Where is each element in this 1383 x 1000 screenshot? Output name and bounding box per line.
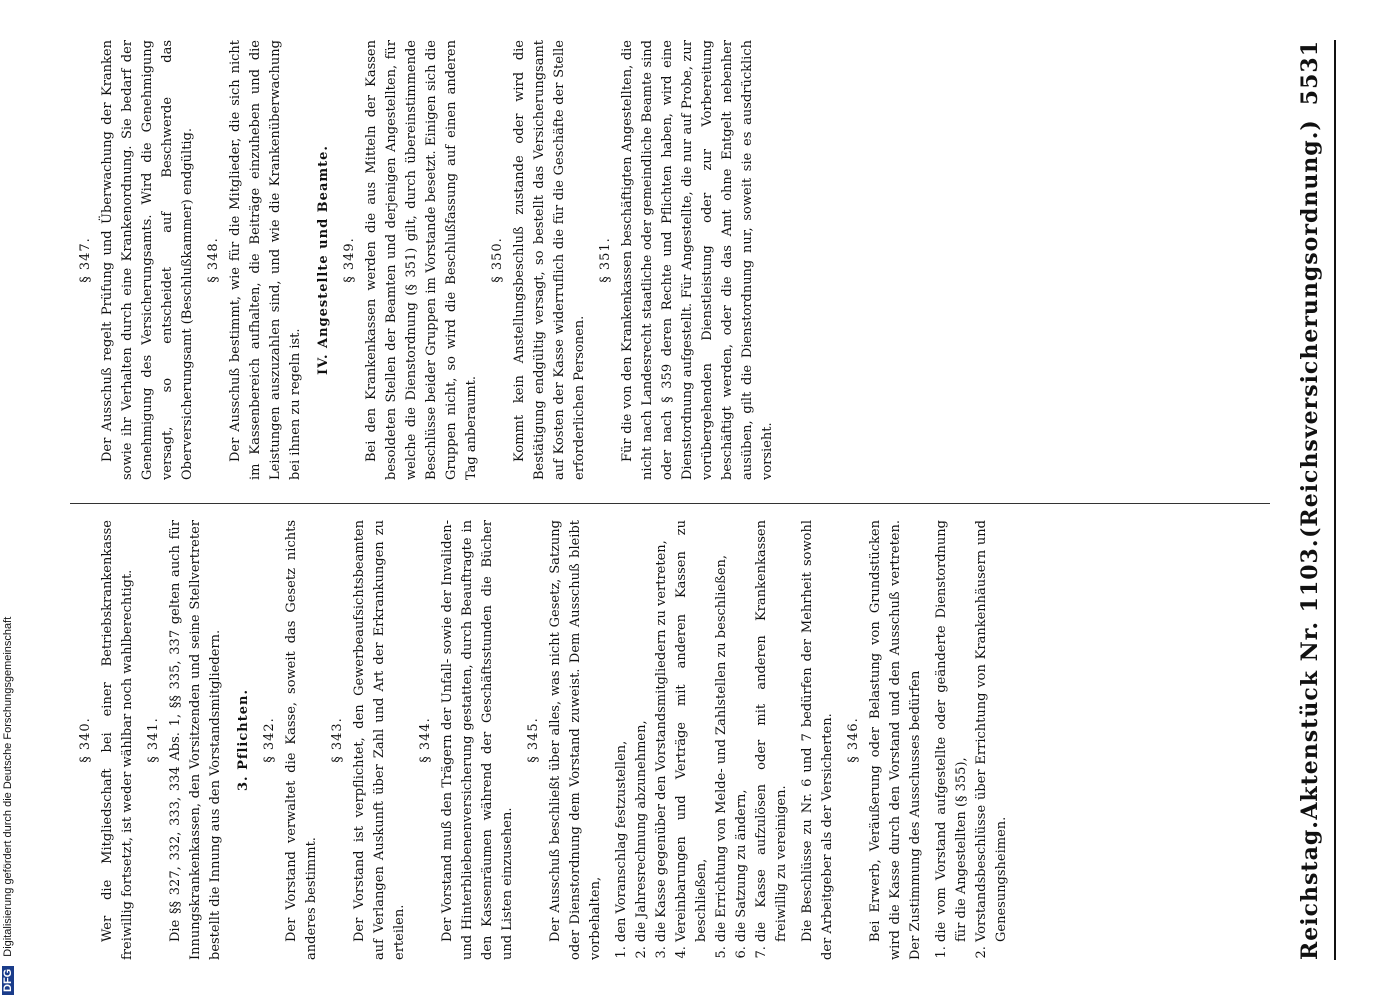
left-column — [70, 520, 1270, 960]
column-divider — [70, 503, 1270, 504]
list-item: 5. die Errichtung von Melde- und Zahlstellen zu beschließen, — [712, 520, 732, 942]
header-left: Reichstag. — [1297, 820, 1323, 960]
rotated-content — [50, 0, 1350, 1000]
list-item: 2. die Jahresrechnung abzunehmen, — [632, 520, 652, 942]
section-title: § 350. — [490, 237, 505, 283]
section-text: Die Beschlüsse zu Nr. 6 und 7 bedürfen der Mehrheit sowohl der Arbeitgeber als der Versicherten. — [800, 520, 835, 960]
s346-list — [932, 520, 1012, 942]
header-right: (Reichsversicherungsordnung.) — [1297, 119, 1323, 538]
section-text: Der Vorstand verwaltet die Kasse, soweit das Gesetz nichts anderes bestimmt. — [284, 520, 319, 960]
section-title: § 347. — [78, 237, 93, 283]
list-item: 3. die Kasse gegenüber den Vorstandsmitgliedern zu vertreten, — [652, 520, 672, 942]
section-text: Der Ausschuß regelt Prüfung und Überwachung der Kranken sowie ihr Verhalten durch eine Krankenordnung. Sie bedarf der Genehmigung des Versicherungsamts. Wird die Genehmigung versagt, so entscheidet auf Beschwerde das Oberversicherungsamt (Beschlußkammer) endgültig. — [100, 40, 195, 480]
list-item: 2. Vorstandsbeschlüsse über Errichtung von Krankenhäusern und Genesungsheimen. — [972, 520, 1012, 942]
section-title: § 343. — [330, 717, 345, 763]
dfg-credit — [2, 0, 16, 995]
list-item: 4. Vereinbarungen und Verträge mit anderen Kassen zu beschließen, — [672, 520, 712, 942]
section-title: § 345. — [526, 717, 541, 763]
dfg-logo: DFG — [2, 966, 14, 995]
s345-list — [612, 520, 792, 942]
page-header — [1290, 40, 1336, 960]
section-text: Der Ausschuß bestimmt, wie für die Mitglieder, die sich nicht im Kassenbereich aufhalten, die Beiträge einzuheben und die Leistungen auszuzahlen sind, und wie die Krankenüberwachung bei ihnen zu regeln ist. — [228, 40, 303, 480]
section-title: § 346. — [846, 717, 861, 763]
section-title: § 348. — [206, 237, 221, 283]
subheading: 3. Pflichten. — [236, 689, 251, 791]
page-number: 5531 — [1297, 40, 1323, 106]
header-title: Aktenstück Nr. 1103. — [1297, 538, 1323, 820]
section-text: Der Vorstand muß den Trägern der Unfall- sowie der Invaliden- und Hinterbliebenenversicherung gestatten, durch Beauftragte in den Kassenräumen während der Geschäftsstunden die Bücher und Listen einzusehen. — [440, 520, 515, 960]
right-column — [70, 40, 1270, 480]
section-title: § 341. — [146, 717, 161, 763]
section-text: Für die von den Krankenkassen beschäftigten Angestellten, die nicht nach Landesrecht staatliche oder gemeindliche Beamte sind oder nach § 359 deren Rechte und Pflichten haben, wird eine Dienstordnung aufgestellt. Für Angestellte, die nur auf Probe, zur vorübergehenden Dienstleistung oder zur Vorbereitung beschäftigt werden, oder die das Amt ohne Entgelt nebenher ausüben, gilt die Dienstordnung nur, soweit sie es ausdrücklich vorsieht. — [620, 40, 775, 480]
section-text: Kommt kein Anstellungsbeschluß zustande oder wird die Bestätigung endgültig versagt, so bestellt das Versicherungsamt auf Kosten der Kasse widerruflich die für die Geschäfte der Stelle erforderlichen Personen. — [512, 40, 587, 480]
section-title: § 351. — [598, 237, 613, 283]
list-item: 6. die Satzung zu ändern, — [732, 520, 752, 942]
section-text: Die §§ 327, 332, 333, 334 Abs. 1, §§ 335, 337 gelten auch für Innungskrankenkassen, den Vorsitzenden und seine Stellvertreter bestellt die Innung aus den Vorstandsmitgliedern. — [168, 520, 223, 960]
list-item: 1. die vom Vorstand aufgestellte oder geänderte Dienstordnung für die Angestellten (§ 355), — [932, 520, 972, 942]
list-item: 7. die Kasse aufzulösen oder mit anderen Krankenkassen freiwillig zu vereinigen. — [752, 520, 792, 942]
section-text: Bei Erwerb, Veräußerung oder Belastung von Grundstücken wird die Kasse durch den Vorstand und den Ausschuß vertreten. Der Zustimmung des Ausschusses bedürfen — [868, 520, 923, 960]
subheading: IV. Angestellte und Beamte. — [316, 145, 331, 375]
section-text: Wer die Mitgliedschaft bei einer Betriebskrankenkasse freiwillig fortsetzt, ist weder wählbar noch wahlberechtigt. — [100, 520, 135, 960]
section-text: Der Ausschuß beschließt über alles, was nicht Gesetz, Satzung oder Dienstordnung dem Vorstand zuweist. Dem Ausschuß bleibt vorbehalten, — [548, 520, 603, 960]
dfg-credit-text: Digitalisierung gefördert durch die Deutsche Forschungsgemeinschaft — [2, 616, 14, 957]
list-item: 1. den Voranschlag festzustellen, — [612, 520, 632, 942]
section-text: Der Vorstand ist verpflichtet, den Gewerbeaufsichtsbeamten auf Verlangen Auskunft über Zahl und Art der Erkrankungen zu erteilen. — [352, 520, 407, 960]
section-title: § 349. — [342, 237, 357, 283]
section-title: § 342. — [262, 717, 277, 763]
section-text: Bei den Krankenkassen werden die aus Mitteln der Kassen besoldeten Stellen der Beamten und derjenigen Angestellten, für welche die Dienstordnung (§ 351) gilt, durch übereinstimmende Beschlüsse beider Gruppen im Vorstande besetzt. Einigen sich die Gruppen nicht, so wird die Beschlußfassung auf einen anderen Tag anberaumt. — [364, 40, 479, 480]
section-title: § 344. — [418, 717, 433, 763]
section-title: § 340. — [78, 717, 93, 763]
